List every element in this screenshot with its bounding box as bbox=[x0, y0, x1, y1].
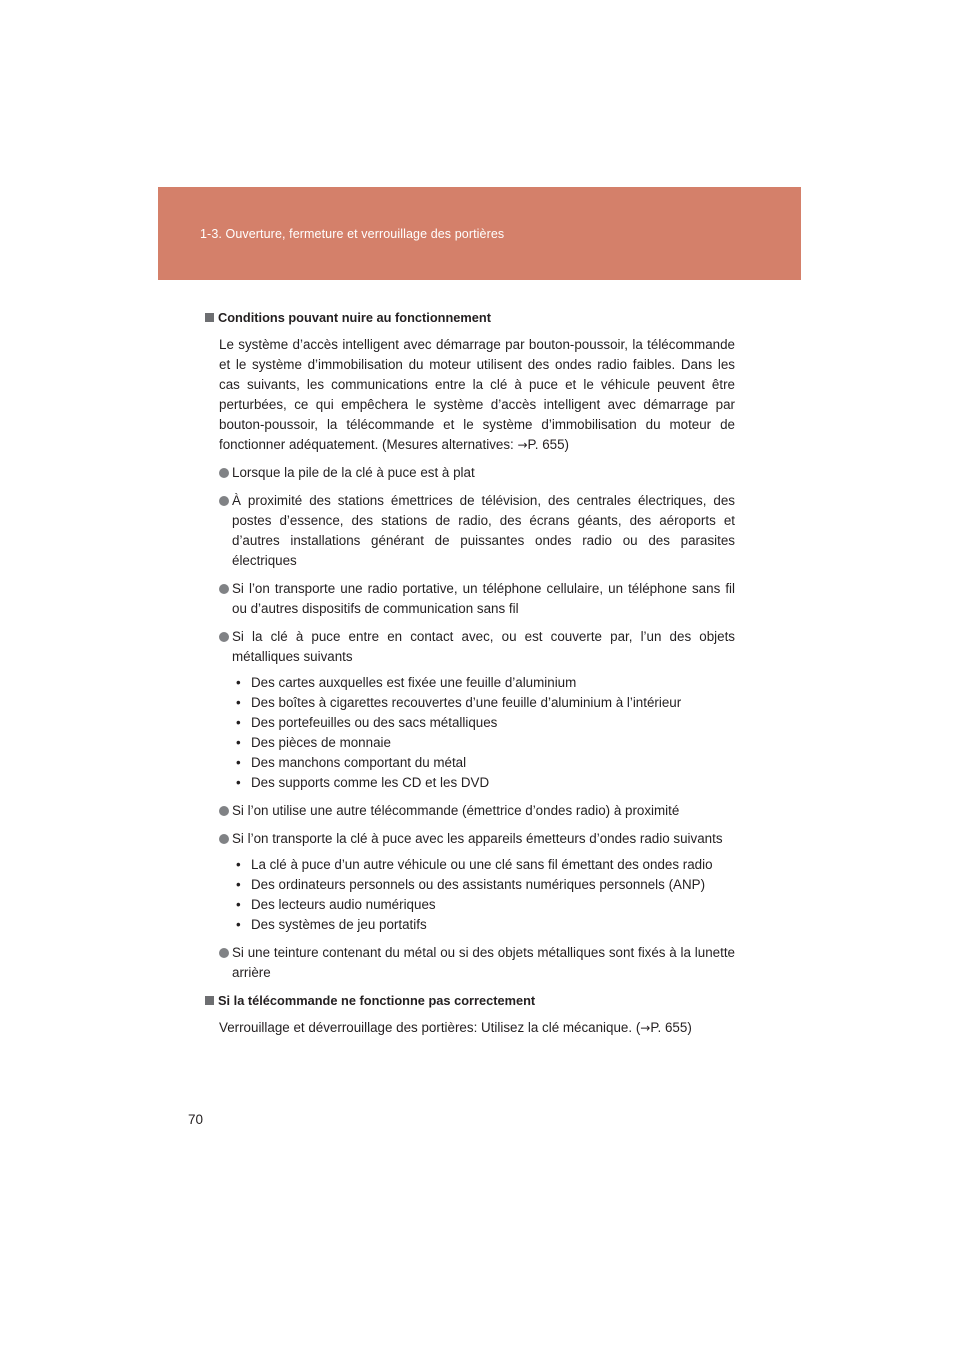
list-item-text: Si la clé à puce entre en contact avec, ou est couverte par, l’un des objets métalliques suivants bbox=[232, 629, 735, 664]
list-item bbox=[219, 491, 735, 571]
list-item-text: Si l’on utilise une autre télécommande (émettrice d’ondes radio) à proximité bbox=[232, 803, 680, 818]
square-bullet-icon bbox=[205, 996, 214, 1005]
list-item bbox=[219, 943, 735, 983]
list-item bbox=[219, 627, 735, 667]
sub-list-item: • Des supports comme les CD et les DVD bbox=[236, 773, 735, 793]
circle-bullet-icon bbox=[219, 632, 229, 642]
list-item bbox=[219, 801, 735, 821]
section-heading-text: Si la télécommande ne fonctionne pas correctement bbox=[218, 993, 536, 1008]
section-paragraph bbox=[219, 335, 735, 455]
section-heading-remote bbox=[205, 991, 735, 1011]
page-reference-link[interactable]: P. 655) bbox=[527, 437, 569, 452]
list-item-text: Si l’on transporte une radio portative, un téléphone cellulaire, un téléphone sans fil ou d’autres dispositifs de communication sans fil bbox=[232, 581, 735, 616]
list-item-text: À proximité des stations émettrices de télévision, des centrales électriques, des postes d’essence, des stations de radio, des écrans géants, des aéroports et d’autres installations générant de puissantes ondes radio ou des parasites électriques bbox=[232, 493, 735, 568]
list-item bbox=[219, 579, 735, 619]
sub-list-item: • Des portefeuilles ou des sacs métalliques bbox=[236, 713, 735, 733]
circle-bullet-icon bbox=[219, 806, 229, 816]
list-item bbox=[219, 829, 735, 849]
square-bullet-icon bbox=[205, 313, 214, 322]
page-reference-link[interactable]: P. 655) bbox=[650, 1020, 692, 1035]
sub-list-item: • La clé à puce d’un autre véhicule ou une clé sans fil émettant des ondes radio bbox=[236, 855, 735, 875]
list-item-text: Si l’on transporte la clé à puce avec les appareils émetteurs d’ondes radio suivants bbox=[232, 831, 723, 846]
paragraph-text: Le système d’accès intelligent avec démarrage par bouton-poussoir, la télécommande et le système d’immobilisation du moteur utilisent des ondes radio faibles. Dans les cas suivants, les communications entre la clé à puce et le véhicule peuvent être perturbées, ce qui empêchera le système d’accès intelligent avec démarrage par bouton-poussoir, la télécommande et le système d’immobilisation du moteur de fonctionner adéquatement. (Mesures alternatives: bbox=[219, 337, 735, 452]
circle-bullet-icon bbox=[219, 468, 229, 478]
sub-list-item: • Des ordinateurs personnels ou des assistants numériques personnels (ANP) bbox=[236, 875, 735, 895]
circle-bullet-icon bbox=[219, 496, 229, 506]
circle-bullet-icon bbox=[219, 584, 229, 594]
list-item-text: Si une teinture contenant du métal ou si des objets métalliques sont fixés à la lunette arrière bbox=[232, 945, 735, 980]
sub-list-item: • Des systèmes de jeu portatifs bbox=[236, 915, 735, 935]
section-paragraph bbox=[219, 1018, 735, 1038]
sub-list-item: • Des boîtes à cigarettes recouvertes d’une feuille d’aluminium à l’intérieur bbox=[236, 693, 735, 713]
sub-list-item: • Des lecteurs audio numériques bbox=[236, 895, 735, 915]
circle-bullet-icon bbox=[219, 834, 229, 844]
page-content bbox=[205, 308, 735, 1046]
circle-bullet-icon bbox=[219, 948, 229, 958]
list-item-text: Lorsque la pile de la clé à puce est à plat bbox=[232, 465, 475, 480]
arrow-icon: → bbox=[640, 1021, 651, 1035]
chapter-title: 1-3. Ouverture, fermeture et verrouillage des portières bbox=[200, 227, 505, 241]
paragraph-text: Verrouillage et déverrouillage des portières: Utilisez la clé mécanique. ( bbox=[219, 1020, 641, 1035]
sub-list-item: • Des manchons comportant du métal bbox=[236, 753, 735, 773]
sub-list-item: • Des cartes auxquelles est fixée une feuille d’aluminium bbox=[236, 673, 735, 693]
sub-list-radio-devices bbox=[236, 855, 735, 935]
sub-list-metal-objects bbox=[236, 673, 735, 793]
chapter-header bbox=[158, 187, 801, 280]
page-number: 70 bbox=[188, 1112, 204, 1127]
sub-list-item: • Des pièces de monnaie bbox=[236, 733, 735, 753]
section-heading-text: Conditions pouvant nuire au fonctionnement bbox=[218, 310, 491, 325]
arrow-icon: → bbox=[517, 438, 528, 452]
section-heading-conditions bbox=[205, 308, 735, 328]
list-item bbox=[219, 463, 735, 483]
